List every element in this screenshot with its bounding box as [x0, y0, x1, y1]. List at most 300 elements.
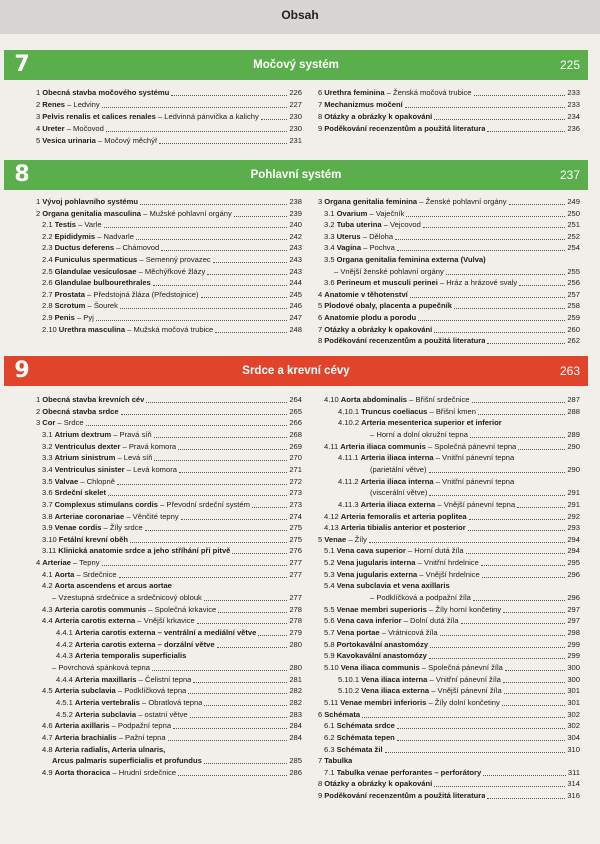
toc-entry[interactable] [36, 755, 302, 767]
toc-entry[interactable] [318, 709, 580, 721]
toc-entry-title: Ventriculus dexter – Pravá komora [54, 441, 177, 451]
dot-leader [461, 623, 566, 624]
toc-entry[interactable] [318, 277, 580, 289]
toc-entry[interactable] [318, 394, 580, 406]
toc-entry[interactable] [36, 266, 302, 278]
dot-leader [261, 119, 288, 120]
dot-leader [168, 740, 288, 741]
toc-entry-title: Obecná stavba krevních cév [42, 395, 145, 404]
toc-entry-number: 4 [318, 289, 323, 299]
toc-entry-page: 249 [567, 197, 580, 206]
toc-entry[interactable] [318, 196, 580, 208]
toc-entry-title: Schémata žil [336, 744, 383, 754]
dot-leader [117, 484, 287, 485]
chapter-7-header [4, 50, 588, 80]
dot-leader [173, 728, 287, 729]
toc-entry[interactable] [36, 99, 302, 111]
toc-entry-number: 3.1 [42, 429, 53, 439]
toc-entry[interactable] [36, 123, 302, 135]
toc-entry-page: 239 [289, 208, 302, 218]
dot-leader [96, 320, 288, 321]
toc-entry[interactable] [36, 615, 302, 627]
toc-entry[interactable] [36, 429, 302, 441]
dot-leader [234, 216, 288, 217]
toc-entry[interactable] [36, 135, 302, 147]
toc-entry-title: Valvae – Chlopně [54, 476, 115, 486]
toc-entry-number: 2.6 [42, 278, 53, 288]
toc-entry[interactable] [318, 87, 580, 99]
toc-entry-page: 273 [289, 488, 302, 498]
toc-entry[interactable] [318, 790, 580, 802]
toc-entry[interactable] [36, 511, 302, 523]
toc-entry-number: 5.1 [324, 546, 335, 556]
dot-leader [258, 635, 287, 636]
toc-entry[interactable] [318, 123, 580, 135]
toc-entry-title: Arteriae coronariae – Věnčité tepny [54, 511, 179, 521]
toc-entry-number: 5.10.1 [338, 674, 360, 684]
toc-entry[interactable] [36, 289, 302, 301]
dot-leader [397, 740, 566, 741]
toc-entry[interactable] [318, 99, 580, 111]
toc-entry-page: 251 [567, 220, 580, 230]
dot-leader [503, 612, 565, 613]
toc-entry-number: 6.2 [324, 732, 335, 742]
toc-entry-page: 269 [289, 441, 302, 451]
toc-entry[interactable] [36, 324, 302, 336]
dot-leader [487, 343, 565, 344]
toc-entry-title: Venae membri inferioris – Žíly dolní končetiny [340, 697, 500, 707]
toc-entry[interactable] [36, 650, 302, 662]
toc-entry-page: 278 [289, 604, 302, 614]
toc-entry[interactable] [36, 522, 302, 534]
toc-entry-title: Ductus deferens – Chámovod [54, 243, 160, 253]
dot-leader [193, 682, 287, 683]
toc-entry[interactable] [36, 697, 302, 709]
toc-entry-page: 290 [567, 441, 580, 451]
toc-entry-number: 4.4.4 [56, 674, 73, 684]
toc-entry[interactable] [36, 662, 302, 674]
toc-entry-title: Organa genitalia masculina – Mužské pohlavní orgány [42, 208, 232, 218]
toc-entry-title: Otázky a obrázky k opakování [324, 324, 433, 334]
toc-entry-number: 8 [318, 779, 323, 789]
toc-entry-page: 245 [289, 289, 302, 299]
toc-entry-title: Arteria carotis communis – Společná krkavice [54, 604, 217, 614]
dot-leader [474, 95, 566, 96]
toc-entry[interactable] [318, 615, 580, 627]
toc-column-left [36, 87, 302, 149]
toc-entry[interactable] [318, 266, 580, 278]
toc-entry-number: 7 [318, 100, 323, 109]
toc-entry[interactable] [318, 219, 580, 231]
toc-entry[interactable] [36, 312, 302, 324]
toc-entry-number: 3.8 [42, 511, 53, 521]
dot-leader [153, 285, 288, 286]
toc-entry-page: 277 [289, 593, 302, 603]
toc-entry[interactable] [318, 522, 580, 534]
toc-entry[interactable] [36, 767, 302, 779]
toc-entry-number: 3.1 [324, 208, 335, 218]
toc-entry[interactable] [318, 511, 580, 523]
toc-entry[interactable] [318, 778, 580, 790]
toc-entry-page: 290 [567, 464, 580, 474]
dot-leader [385, 752, 566, 753]
toc-entry-title: Pelvis renalis et calices renales – Ledvinná pánvička a kalichy [42, 112, 259, 121]
toc-entry-title: Glandulae vesiculosae – Měchýřkové žlázy [54, 266, 206, 276]
toc-entry-number: 3.5 [42, 476, 53, 486]
toc-entry[interactable] [36, 627, 302, 639]
toc-entry-page: 282 [289, 697, 302, 707]
toc-entry[interactable] [36, 277, 302, 289]
toc-entry-number: 3.10 [42, 534, 57, 544]
toc-entry-title: Scrotum – Šourek [54, 301, 118, 311]
toc-entry[interactable] [36, 196, 302, 208]
toc-entry-title: Arteria temporalis superficialis [74, 651, 187, 661]
toc-entry[interactable] [318, 324, 580, 336]
toc-entry-title: Venae membri superioris – Žíly horní končetiny [336, 604, 502, 614]
toc-entry-page: 279 [289, 628, 302, 637]
toc-entry[interactable] [318, 534, 580, 546]
toc-entry-page: 284 [289, 732, 302, 742]
toc-entry[interactable] [36, 208, 302, 220]
chapter-8-header [4, 160, 588, 190]
toc-entry-page: 255 [567, 266, 580, 276]
toc-entry-page: 254 [567, 243, 580, 253]
toc-entry-title: Obecná stavba srdce [42, 406, 119, 416]
toc-entry[interactable] [318, 557, 580, 569]
toc-entry[interactable] [36, 464, 302, 476]
toc-entry[interactable] [318, 592, 580, 604]
toc-entry-page: 300 [567, 674, 580, 684]
toc-entry[interactable] [318, 755, 580, 767]
toc-entry[interactable] [36, 569, 302, 581]
toc-entry-page: 280 [289, 639, 302, 649]
toc-entry-page: 256 [567, 278, 580, 288]
toc-entry-title: – Vzestupná srdečnice a srdečnicový oblouk [52, 593, 202, 603]
toc-entry[interactable] [318, 674, 580, 686]
dot-leader [454, 308, 565, 309]
toc-entry-title: Complexus stimulans cordis – Převodní srdeční systém [54, 499, 250, 509]
toc-entry[interactable] [318, 685, 580, 697]
toc-entry[interactable] [36, 685, 302, 697]
toc-entry-page: 243 [289, 266, 302, 276]
toc-entry-page: 281 [289, 674, 302, 684]
dot-leader [434, 332, 565, 333]
toc-entry-page: 310 [567, 744, 580, 754]
dot-leader [152, 670, 287, 671]
chapter-title: Močový systém [253, 59, 339, 71]
toc-entry[interactable] [36, 452, 302, 464]
toc-entry[interactable] [36, 720, 302, 732]
dot-leader [423, 227, 565, 228]
toc-entry[interactable] [318, 208, 580, 220]
toc-entry-page: 262 [567, 336, 580, 346]
toc-entry-number: 2 [36, 208, 41, 218]
dot-leader [181, 519, 288, 520]
dot-leader [204, 600, 287, 601]
toc-entry-title: Arteria axillaris – Podpažní tepna [54, 721, 172, 731]
dot-leader [136, 239, 287, 240]
dot-leader [397, 728, 566, 729]
toc-entry-page: 230 [289, 124, 302, 133]
toc-entry-title: Urethra feminina – Ženská močová trubice [324, 88, 472, 97]
toc-entry-number: 5.10 [324, 662, 339, 672]
toc-entry-number: 3.2 [324, 220, 335, 230]
toc-entry-page: 304 [567, 732, 580, 742]
toc-entry-number: 2.2 [42, 231, 53, 241]
toc-entry-number: 3.4 [42, 464, 53, 474]
toc-entry-page: 247 [289, 313, 302, 322]
toc-entry-title: Vena iliaca externa – Vnější pánevní žíla [361, 686, 502, 696]
toc-entry[interactable] [318, 744, 580, 756]
toc-entry[interactable] [318, 720, 580, 732]
toc-entry-title: Schémata srdce [336, 721, 395, 731]
toc-entry-page: 236 [567, 124, 580, 133]
toc-entry[interactable] [318, 300, 580, 312]
toc-entry[interactable] [36, 231, 302, 243]
toc-entry[interactable] [318, 452, 580, 464]
toc-entry[interactable] [36, 674, 302, 686]
toc-entry-number: 8 [318, 336, 323, 346]
toc-entry-number: 5 [318, 301, 323, 311]
toc-entry[interactable] [318, 417, 580, 429]
toc-entry-page: 286 [289, 767, 302, 777]
toc-entry-title: Tabulka [324, 756, 353, 766]
toc-entry[interactable] [318, 429, 580, 441]
toc-entry-title: Arteria carotis externa – ventrální a mediální větve [74, 628, 257, 637]
dot-leader [473, 600, 565, 601]
toc-entry[interactable] [318, 732, 580, 744]
toc-entry[interactable] [36, 580, 302, 592]
dot-leader [121, 414, 288, 415]
toc-entry-number: 2.8 [42, 301, 53, 311]
toc-entry[interactable] [36, 487, 302, 499]
toc-entry[interactable] [318, 476, 580, 488]
dot-leader [478, 414, 565, 415]
toc-entry[interactable] [318, 545, 580, 557]
toc-entry[interactable] [36, 545, 302, 557]
toc-entry[interactable] [318, 312, 580, 324]
toc-entry-number: 2.3 [42, 243, 53, 253]
toc-entry[interactable] [36, 557, 302, 569]
toc-entry[interactable] [36, 87, 302, 99]
toc-entry-title: Vesica urinaria – Močový měchýř [42, 136, 158, 145]
toc-entry[interactable] [318, 254, 580, 266]
dot-leader [487, 131, 565, 132]
dot-leader [171, 95, 287, 96]
toc-entry-page: 314 [567, 779, 580, 789]
toc-entry[interactable] [318, 767, 580, 779]
toc-entry-title: Aorta abdominalis – Břišní srdečnice [340, 395, 470, 404]
dot-leader [362, 717, 565, 718]
dot-leader [119, 577, 288, 578]
toc-entry[interactable] [36, 639, 302, 651]
toc-entry-number: 9 [318, 791, 323, 801]
toc-entry-number: 6.3 [324, 744, 335, 754]
toc-entry[interactable] [36, 604, 302, 616]
toc-column-right [318, 87, 580, 137]
toc-entry-page: 230 [289, 112, 302, 121]
toc-entry-title: Srdeční skelet [54, 488, 107, 498]
dot-leader [145, 530, 288, 531]
toc-entry-title: Vývoj pohlavního systému [42, 197, 139, 206]
toc-entry-title: Anatomie v těhotenství [324, 289, 408, 299]
toc-entry[interactable] [36, 476, 302, 488]
toc-entry-number: 8 [318, 112, 323, 121]
toc-entry-page: 259 [567, 313, 580, 322]
toc-entry-title: Fetální krevní oběh [58, 534, 128, 544]
dot-leader [505, 670, 565, 671]
toc-entry-title: Arteria subclavia – Podklíčková tepna [54, 686, 187, 696]
toc-entry-page: 234 [567, 112, 580, 121]
toc-entry[interactable] [36, 406, 302, 418]
toc-entry-title: Arteria brachialis – Pažní tepna [54, 732, 166, 742]
toc-entry[interactable] [36, 219, 302, 231]
toc-entry-title: Arteria iliaca interna – Vnitřní pánevní tepna [360, 453, 515, 463]
toc-entry-page: 289 [567, 429, 580, 439]
toc-entry[interactable] [36, 417, 302, 429]
dot-leader [418, 320, 565, 321]
toc-entry-number: 3 [36, 112, 41, 121]
toc-entry-title: Testis – Varle [54, 220, 102, 230]
toc-entry[interactable] [318, 242, 580, 254]
toc-entry-number: 4.4.1 [56, 628, 73, 637]
toc-entry-title: Portokavální anastomózy [336, 639, 429, 649]
toc-entry-title: Poděkování recenzentům a použitá literatura [324, 336, 486, 346]
toc-entry-title: Vena iliaca interna – Vnitřní pánevní žíla [361, 674, 501, 684]
dot-leader [252, 507, 287, 508]
toc-entry[interactable] [36, 394, 302, 406]
toc-entry[interactable] [36, 499, 302, 511]
toc-entry[interactable] [36, 534, 302, 546]
toc-entry[interactable] [36, 300, 302, 312]
chapter-9-header [4, 356, 588, 386]
toc-entry-title: Arteria iliaca externa – Vnější pánevní tepna [360, 499, 516, 509]
dot-leader [397, 250, 566, 251]
toc-entry-page: 287 [567, 395, 580, 404]
toc-entry[interactable] [36, 732, 302, 744]
dot-leader [434, 119, 565, 120]
toc-entry-title: Arteria radialis, Arteria ulnaris, [54, 744, 166, 754]
toc-entry-number: 3.5 [324, 255, 335, 264]
chapter-title: Pohlavní systém [250, 169, 342, 181]
toc-entry[interactable] [318, 464, 580, 476]
toc-entry[interactable] [36, 709, 302, 721]
toc-entry-page: 270 [289, 453, 302, 463]
toc-entry-page: 288 [567, 406, 580, 416]
toc-entry-number: 4.5.1 [56, 697, 73, 707]
toc-entry[interactable] [318, 289, 580, 301]
toc-entry[interactable] [318, 627, 580, 639]
toc-entry-number: 9 [318, 124, 323, 133]
chapter-number: 9 [14, 358, 30, 383]
toc-entry[interactable] [318, 111, 580, 123]
toc-entry[interactable] [318, 441, 580, 453]
dot-leader [146, 402, 287, 403]
toc-entry-title: (viscerální větve) [370, 488, 428, 498]
toc-entry-number: 2.10 [42, 324, 57, 334]
toc-entry-title: Prostata – Předstojná žláza (Předstojnice) [54, 289, 199, 299]
toc-entry-number: 5.6 [324, 616, 335, 626]
toc-entry-title: Ureter – Močovod [42, 124, 104, 133]
toc-entry[interactable] [318, 499, 580, 511]
toc-entry-page: 282 [289, 686, 302, 696]
dot-leader [188, 693, 287, 694]
toc-entry[interactable] [36, 592, 302, 604]
toc-entry-page: 311 [567, 767, 580, 777]
toc-entry[interactable] [36, 111, 302, 123]
toc-entry-page: 260 [567, 324, 580, 334]
toc-entry[interactable] [318, 569, 580, 581]
toc-entry[interactable] [36, 242, 302, 254]
toc-entry-number: 1 [36, 395, 41, 404]
toc-entry[interactable] [318, 487, 580, 499]
dot-leader [215, 332, 287, 333]
toc-entry[interactable] [36, 441, 302, 453]
toc-entry-number: 4.12 [324, 511, 339, 521]
toc-entry-title: Perineum et musculi perinei – Hráz a hrázové svaly [336, 278, 518, 288]
dot-leader [440, 635, 566, 636]
toc-entry[interactable] [318, 639, 580, 651]
toc-entry[interactable] [318, 697, 580, 709]
toc-entry-title: Ovarium – Vaječník [336, 208, 405, 218]
toc-entry-page: 298 [567, 628, 580, 637]
dot-leader [509, 204, 566, 205]
dot-leader [429, 658, 565, 659]
toc-entry[interactable] [318, 650, 580, 662]
toc-entry[interactable] [318, 406, 580, 418]
dot-leader [204, 705, 287, 706]
toc-column-left [36, 196, 302, 337]
toc-entry-title: Schémata tepen [336, 732, 395, 742]
toc-entry-title: Arteria femoralis et arteria poplitea [340, 511, 467, 521]
toc-entry-page: 266 [289, 418, 302, 428]
toc-entry-number: 5.4 [324, 581, 335, 591]
toc-entry-number: 2.7 [42, 289, 53, 299]
dot-leader [190, 717, 288, 718]
dot-leader [410, 297, 566, 298]
toc-entry[interactable] [318, 580, 580, 592]
dot-leader [102, 107, 288, 108]
toc-entry-title: Arteria iliaca communis – Společná pánevní tepna [340, 441, 517, 451]
toc-entry-page: 272 [289, 476, 302, 486]
toc-entry-page: 283 [289, 709, 302, 719]
dot-leader [204, 763, 288, 764]
dot-leader [487, 798, 565, 799]
toc-entry-page: 291 [567, 499, 580, 509]
toc-entry-number: 6 [318, 313, 323, 322]
toc-entry-number: 2.5 [42, 266, 53, 276]
toc-entry-number: 6 [318, 709, 323, 719]
dot-leader [201, 297, 288, 298]
toc-entry-page: 233 [567, 100, 580, 109]
toc-entry-page: 231 [289, 136, 302, 145]
toc-entry[interactable] [318, 231, 580, 243]
toc-entry[interactable] [36, 744, 302, 756]
toc-entry[interactable] [36, 254, 302, 266]
toc-entry[interactable] [318, 604, 580, 616]
dot-leader [178, 775, 287, 776]
dot-leader [472, 402, 566, 403]
toc-entry-page: 264 [289, 395, 302, 404]
toc-entry-page: 258 [567, 301, 580, 311]
dot-leader [102, 565, 288, 566]
toc-entry-page: 268 [289, 429, 302, 439]
toc-entry-title: Vena cava inferior – Dolní dutá žíla [336, 616, 459, 626]
toc-column-right [318, 196, 580, 349]
toc-entry[interactable] [318, 335, 580, 347]
toc-entry[interactable] [318, 662, 580, 674]
dot-leader [482, 577, 566, 578]
